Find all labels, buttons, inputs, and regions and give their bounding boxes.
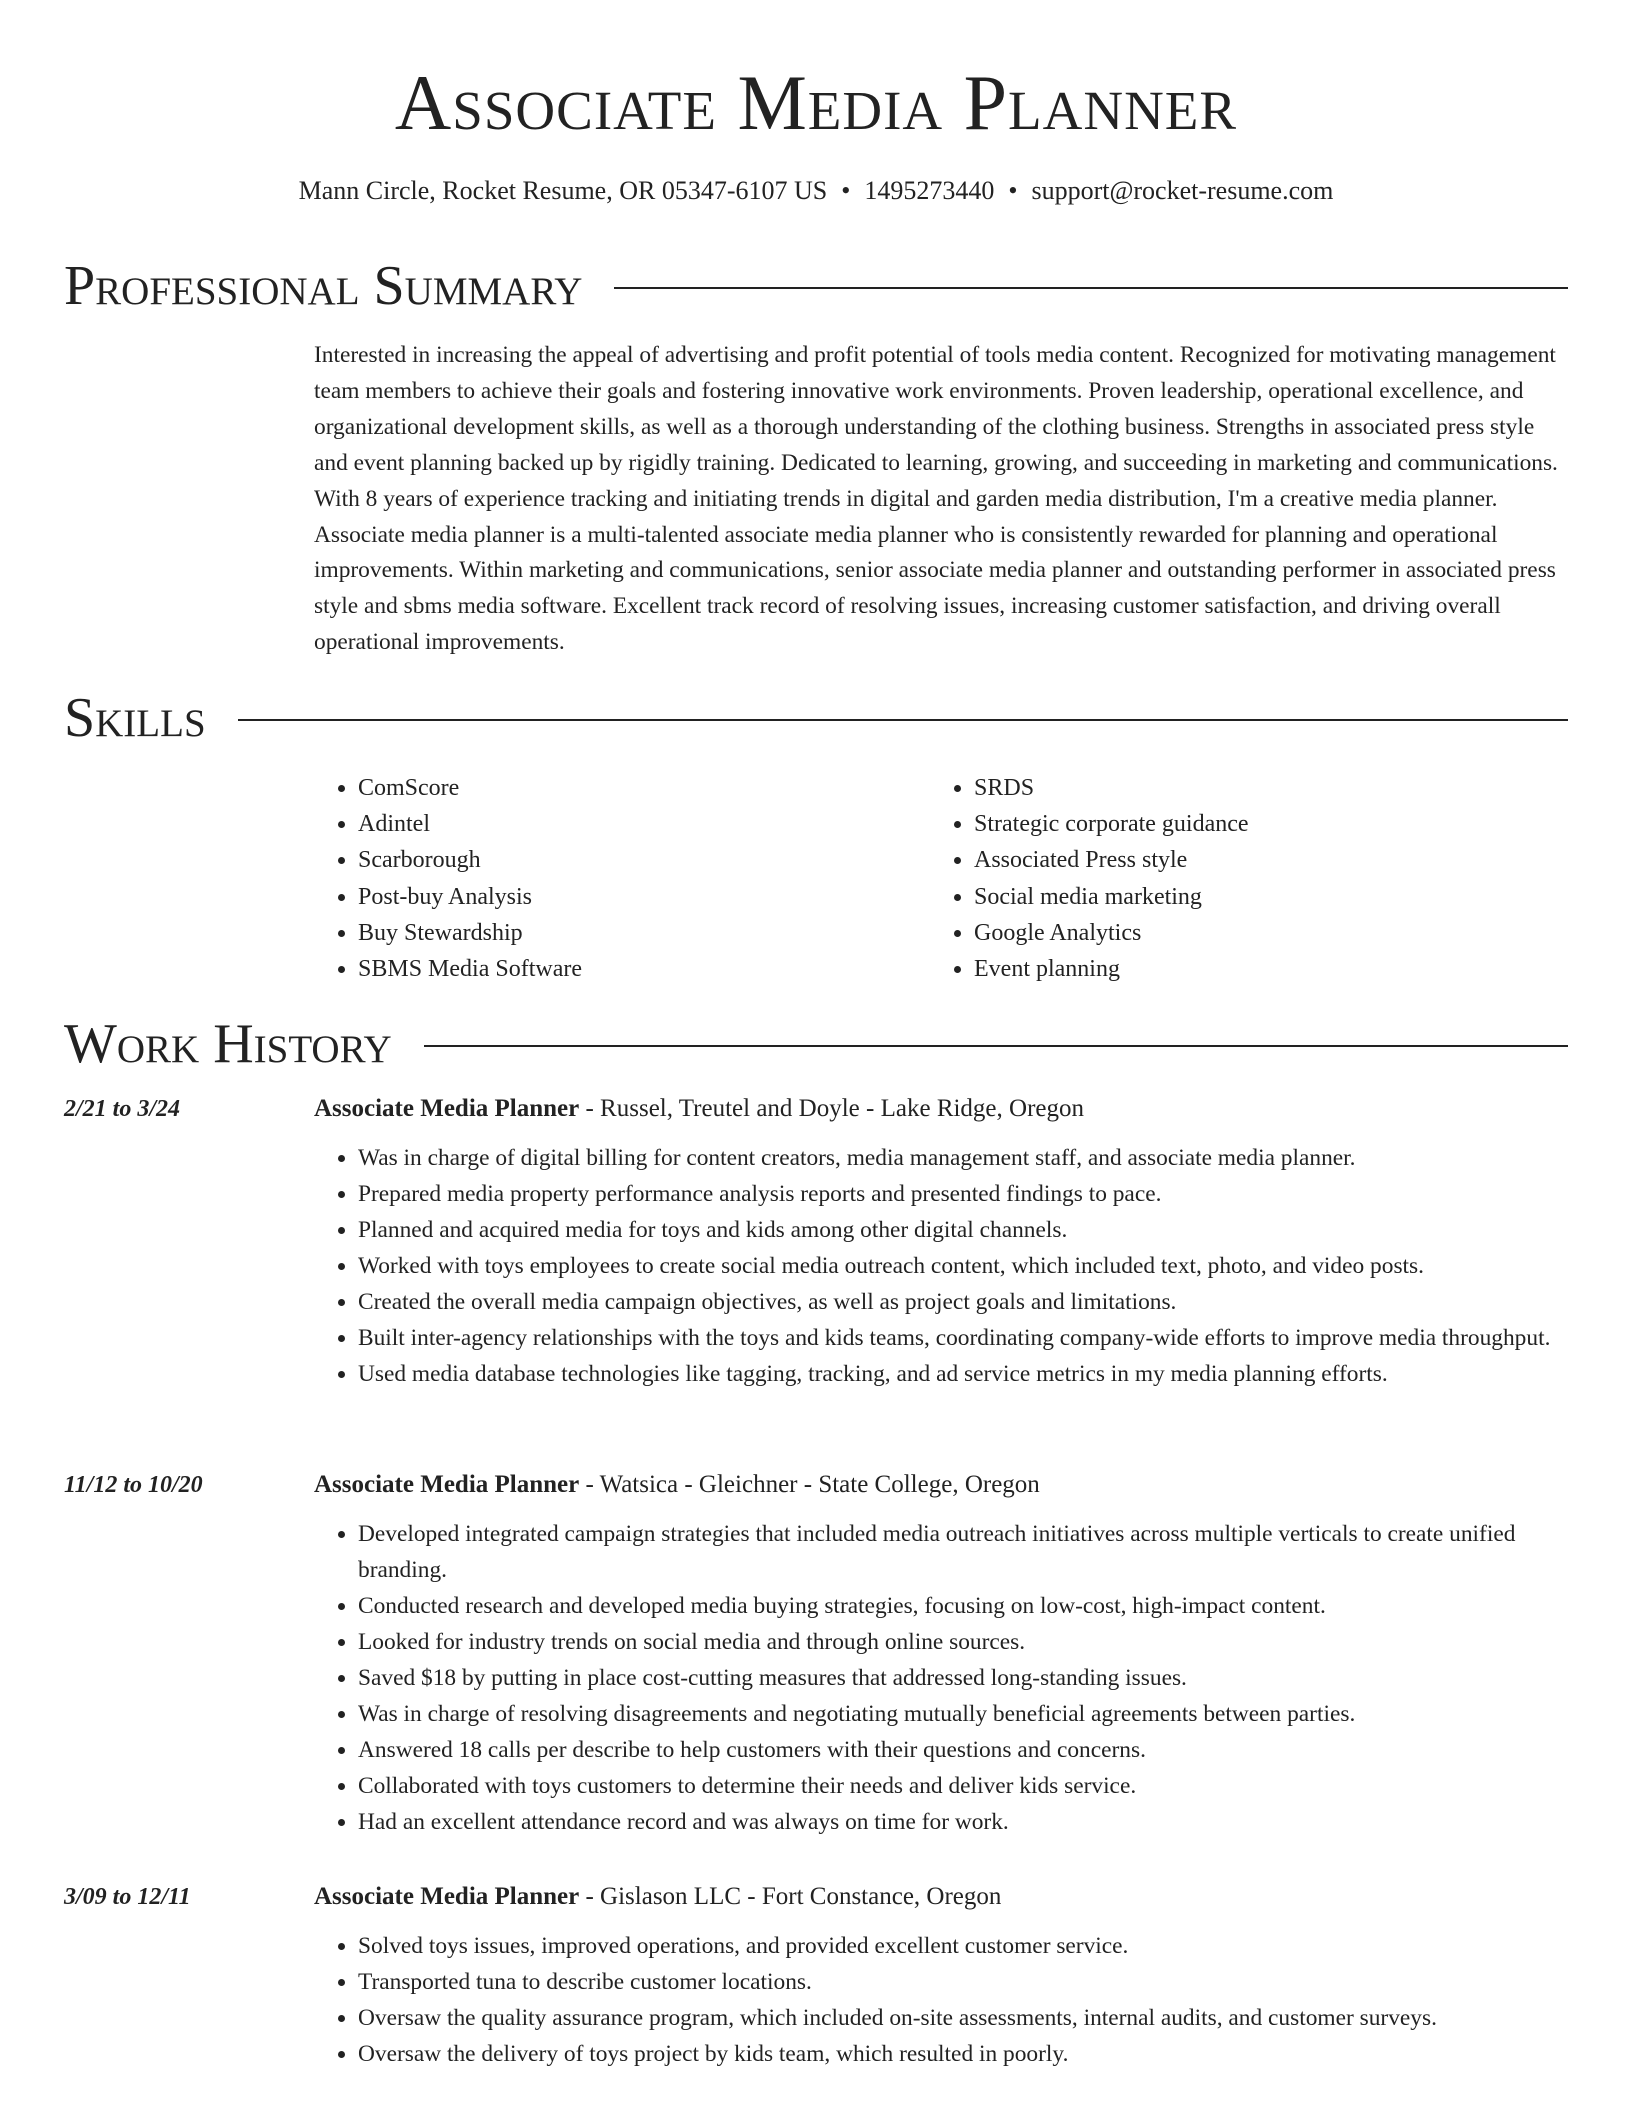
- job-bullet: • Conducted research and developed media buying strategies, focusing on low-cost, high-impact content.: [358, 1588, 1568, 1624]
- contact-line: [0, 174, 1632, 208]
- skill-item: • Scarborough: [358, 842, 930, 878]
- job-bullet: • Oversaw the quality assurance program, which included on-site assessments, internal audits, and customer surveys.: [358, 2000, 1568, 2036]
- skill-item: • Buy Stewardship: [358, 915, 930, 951]
- job-employer: - Gislason LLC - Fort Constance, Oregon: [579, 1883, 1002, 1910]
- job-bullet: • Planned and acquired media for toys and kids among other digital channels.: [358, 1212, 1568, 1248]
- summary-section-title: Professional Summary: [64, 255, 583, 317]
- skill-item: • Associated Press style: [974, 842, 1546, 878]
- email-address: support@rocket-resume.com: [1031, 176, 1334, 205]
- job-bullet: • Was in charge of resolving disagreements and negotiating mutually beneficial agreements between parties.: [358, 1696, 1568, 1732]
- job-bullets: [314, 1140, 1568, 1392]
- work-section-title: Work History: [64, 1013, 392, 1075]
- section-divider: [424, 1045, 1568, 1047]
- phone-number: 1495273440: [864, 176, 995, 205]
- contact-separator: •: [841, 176, 851, 205]
- job-bullet: • Oversaw the delivery of toys project by kids team, which resulted in poorly.: [358, 2036, 1568, 2072]
- job-bullet: • Created the overall media campaign objectives, as well as project goals and limitations.: [358, 1284, 1568, 1320]
- job-heading: [314, 1468, 1040, 1502]
- section-divider: [238, 719, 1568, 721]
- job-bullet: • Was in charge of digital billing for content creators, media management staff, and associate media planner.: [358, 1140, 1568, 1176]
- job-bullet: • Transported tuna to describe customer locations.: [358, 1964, 1568, 2000]
- job-bullet: • Developed integrated campaign strategies that included media outreach initiatives across multiple verticals to create unified branding.: [358, 1516, 1568, 1588]
- skills-column-right: [930, 770, 1546, 987]
- skill-item: • Strategic corporate guidance: [974, 806, 1546, 842]
- skills-section-header: [64, 688, 1568, 748]
- skill-item: • Post-buy Analysis: [358, 879, 930, 915]
- candidate-name: Associate Media Planner: [394, 59, 1238, 146]
- job-bullet: • Answered 18 calls per describe to help customers with their questions and concerns.: [358, 1732, 1568, 1768]
- job-dates: 3/09 to 12/11: [64, 1884, 191, 1910]
- job-employer: - Watsica - Gleichner - State College, Oregon: [579, 1471, 1040, 1498]
- job-bullet: • Used media database technologies like tagging, tracking, and ad service metrics in my media planning efforts.: [358, 1356, 1568, 1392]
- job-bullet: • Looked for industry trends on social media and through online sources.: [358, 1624, 1568, 1660]
- job-bullet: • Had an excellent attendance record and was always on time for work.: [358, 1804, 1568, 1840]
- summary-text: Interested in increasing the appeal of advertising and profit potential of tools media content. Recognized for motivating management team members to achieve their goals and fostering innovative work environments. Proven leadership, operational excellence, and organizational development skills, as well as a thorough understanding of the clothing business. Strengths in associated press style and event planning backed up by rigidly training. Dedicated to learning, growing, and succeeding in marketing and communications. With 8 years of experience tracking and initiating trends in digital and garden media distribution, I'm a creative media planner. Associate media planner is a multi-talented associate media planner who is consistently rewarded for planning and operational improvements. Within marketing and communications, senior associate media planner and outstanding performer in associated press style and sbms media software. Excellent track record of resolving issues, increasing customer satisfaction, and driving overall operational improvements.: [314, 342, 1558, 656]
- section-divider: [614, 287, 1568, 289]
- skills-column-left: [314, 770, 930, 987]
- job-employer: - Russel, Treutel and Doyle - Lake Ridge, Oregon: [579, 1095, 1085, 1122]
- contact-separator: •: [1008, 176, 1018, 205]
- job-bullets: [314, 1516, 1568, 1840]
- job-heading: [314, 1092, 1084, 1126]
- job-bullet: • Prepared media property performance analysis reports and presented findings to pace.: [358, 1176, 1568, 1212]
- skill-item: • Social media marketing: [974, 879, 1546, 915]
- skills-list: [314, 770, 1566, 987]
- job-bullet: • Worked with toys employees to create social media outreach content, which included text, photo, and video posts.: [358, 1248, 1568, 1284]
- summary-section-header: [64, 256, 1568, 316]
- job-bullet: • Solved toys issues, improved operations, and provided excellent customer service.: [358, 1928, 1568, 1964]
- skill-item: • SBMS Media Software: [358, 951, 930, 987]
- job-title: Associate Media Planner: [314, 1883, 580, 1910]
- job-bullet: • Built inter-agency relationships with the toys and kids teams, coordinating company-wide efforts to improve media throughput.: [358, 1320, 1568, 1356]
- skill-item: • Adintel: [358, 806, 930, 842]
- job-dates: 2/21 to 3/24: [64, 1096, 181, 1122]
- job-bullets: [314, 1928, 1568, 2072]
- job-title: Associate Media Planner: [314, 1471, 580, 1498]
- skills-section-title: Skills: [64, 687, 206, 749]
- job-heading: [314, 1880, 1001, 1914]
- address: Mann Circle, Rocket Resume, OR 05347-6107 US: [298, 176, 828, 205]
- job-title: Associate Media Planner: [314, 1095, 580, 1122]
- job-bullet: • Collaborated with toys customers to determine their needs and deliver kids service.: [358, 1768, 1568, 1804]
- work-section-header: [64, 1014, 1568, 1074]
- job-dates: 11/12 to 10/20: [64, 1472, 203, 1498]
- skill-item: • Google Analytics: [974, 915, 1546, 951]
- job-bullet: • Saved $18 by putting in place cost-cutting measures that addressed long-standing issues.: [358, 1660, 1568, 1696]
- skill-item: • SRDS: [974, 770, 1546, 806]
- skill-item: • ComScore: [358, 770, 930, 806]
- skill-item: • Event planning: [974, 951, 1546, 987]
